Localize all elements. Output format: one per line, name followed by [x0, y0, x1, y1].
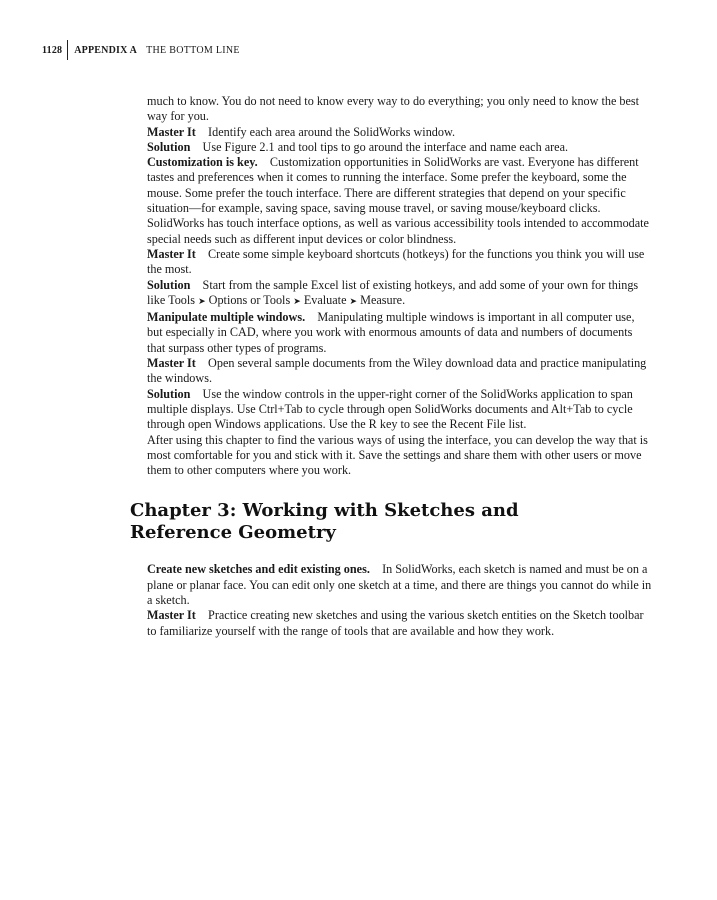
paragraph-text: Use the window controls in the upper-right corner of the SolidWorks application to span multiple displays. Use Ctrl+Tab to cycle through open SolidWorks documents and Alt+Tab to cycle through open Windows applications. Use the R key to see the Recent File list. [147, 386, 633, 432]
section-paragraph [147, 562, 653, 608]
page-body [130, 94, 653, 639]
solution-item [147, 387, 653, 433]
section-lead: Create new sketches and edit existing ones. [147, 562, 370, 577]
menu-arrow-icon: ➤ [198, 296, 206, 307]
paragraph [147, 94, 653, 125]
master-it-label: Master It [147, 608, 196, 623]
paragraph-text: Manipulating multiple windows is important in all computer use, but especially in CAD, where you work with enormous amounts of data and numbers of documents that surpass other types of programs. [147, 310, 635, 355]
paragraph-text: Start from the sample Excel list of existing hotkeys, and add some of your own for things like Tools [147, 277, 639, 307]
menu-path-text: Measure. [360, 292, 406, 307]
paragraph [147, 433, 653, 479]
running-head [42, 40, 240, 60]
solution-label: Solution [147, 277, 191, 292]
master-it-label: Master It [147, 246, 196, 261]
master-it-label: Master It [147, 356, 196, 371]
paragraph-text: Practice creating new sketches and using the various sketch entities on the Sketch toolbar to familiarize yourself with the range of tools that are available and how they work. [147, 608, 644, 638]
page-number: 1128 [42, 44, 63, 56]
solution-label: Solution [147, 139, 191, 154]
solution-item [147, 278, 653, 311]
chapter-heading: Chapter 3: Working with Sketches and Reference Geometry [130, 500, 519, 544]
section-paragraph [147, 310, 653, 356]
section-paragraph [147, 155, 653, 247]
paragraph-text: much to know. You do not need to know every way to do everything; you only need to know the best way for you. [147, 94, 640, 124]
master-it-item [147, 608, 653, 639]
section-lead: Manipulate multiple windows. [147, 310, 306, 325]
paragraph-text: Identify each area around the SolidWorks window. [208, 124, 456, 139]
running-title: THE BOTTOM LINE [146, 44, 240, 56]
paragraph-text: Create some simple keyboard shortcuts (hotkeys) for the functions you think you will use the most. [147, 246, 645, 277]
paragraph-text: After using this chapter to find the various ways of using the interface, you can develop the way that is most comfortable for you and stick with it. Save the settings and share them with other users or move them to other computers where you work. [147, 432, 648, 478]
menu-arrow-icon: ➤ [293, 296, 301, 307]
menu-path-text: Evaluate [303, 292, 347, 307]
section-lead: Customization is key. [147, 155, 258, 170]
master-it-item [147, 356, 653, 387]
menu-arrow-icon: ➤ [349, 296, 358, 307]
paragraph-text: Open several sample documents from the Wiley download data and practice manipulating the windows. [147, 356, 647, 386]
menu-path-text: Options or Tools [208, 292, 291, 307]
paragraph-text: Use Figure 2.1 and tool tips to go around the interface and name each area. [202, 139, 569, 154]
master-it-item [147, 125, 653, 140]
appendix-label: APPENDIX A [74, 44, 138, 56]
paragraph-text: Customization opportunities in SolidWorks are vast. Everyone has different tastes and preferences when it comes to running the interface. Some prefer the keyboard, some the mouse. Some prefer the touch interface. There are different strategies that depend on your specific situation—for example, saving space, saving mouse travel, or saving mouse/keyboard clicks. SolidWorks has touch interface options, as well as various accessibility tools intended to accommodate special needs such as different input devices or color blindness. [147, 155, 649, 246]
master-it-item [147, 247, 653, 278]
solution-label: Solution [147, 386, 191, 401]
header-divider [67, 40, 68, 60]
paragraph-text: In SolidWorks, each sketch is named and must be on a plane or planar face. You can edit only one sketch at a time, and there are things you cannot do while in a sketch. [147, 562, 652, 608]
solution-item [147, 140, 653, 155]
master-it-label: Master It [147, 124, 196, 139]
